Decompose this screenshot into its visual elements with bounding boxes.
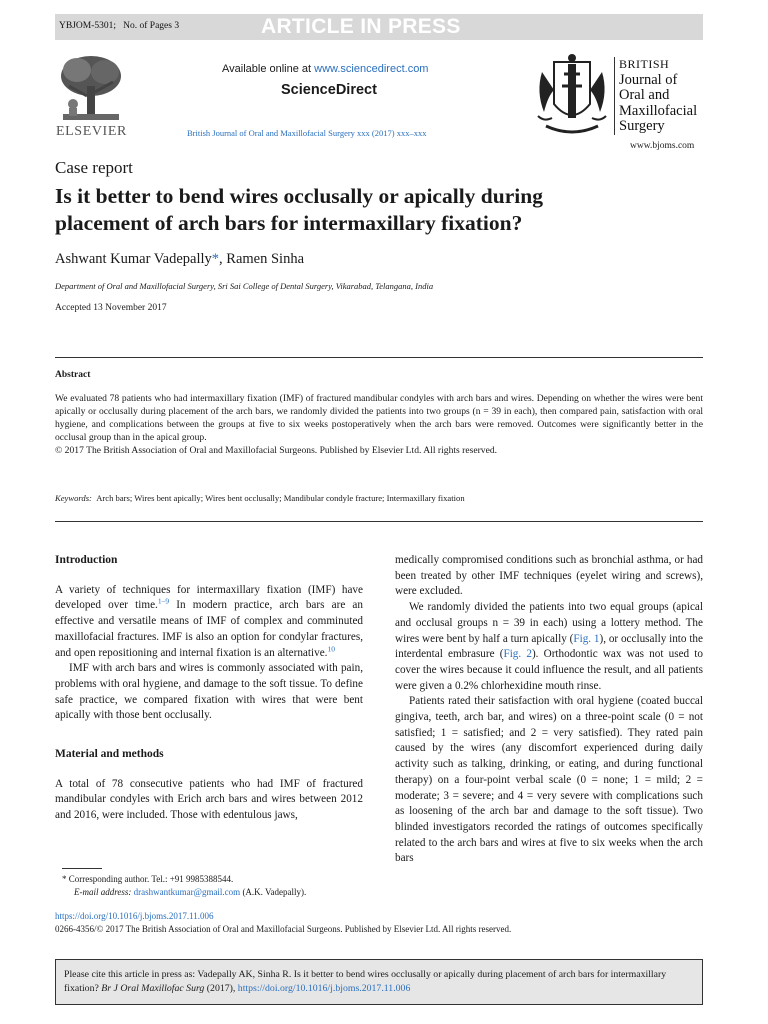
elsevier-wordmark: ELSEVIER <box>56 124 127 139</box>
article-type: Case report <box>55 158 133 177</box>
cite-doi-link[interactable]: https://doi.org/10.1016/j.bjoms.2017.11.006 <box>237 983 411 994</box>
sciencedirect-logo: ScienceDirect <box>281 82 377 98</box>
abstract-copyright: © 2017 The British Association of Oral and Maxillofacial Surgeons. Published by Elsevier Ltd. All rights reserved. <box>55 445 498 456</box>
journal-name-line: Journal of <box>619 71 678 88</box>
keywords <box>55 493 465 503</box>
doc-id: YBJOM-5301; No. of Pages 3 <box>59 21 180 31</box>
paragraph: IMF with arch bars and wires is commonly associated with pain, problems with oral hygiene, and damage to the soft tissue. To define safe practice, we compared fixation with wires that were bent apically with those bent occlusally. <box>55 662 363 722</box>
paragraph: A total of 78 consecutive patients who had IMF of fractured mandibular condyles with Erich arch bars and wires between 2012 and 2016, were included. Those with edentulous jaws, <box>55 777 363 822</box>
section-heading: Introduction <box>55 554 118 566</box>
author-footnote-mark[interactable]: * <box>211 251 220 267</box>
doi-link[interactable]: https://doi.org/10.1016/j.bjoms.2017.11.006 <box>55 911 214 921</box>
article-in-press-banner: ARTICLE IN PRESS <box>261 15 461 38</box>
cite-box: Please cite this article in press as: Vadepally AK, Sinha R. Is it better to bend wires occlusally or apically during placement of arch bars for intermaxillary fixation? Br J Oral Maxillofac Surg (2017), https://doi.org/10.1016/j.bjoms.2017.11.006 <box>55 959 703 1005</box>
section-heading: Material and methods <box>55 748 164 761</box>
journal-citation-line: British Journal of Oral and Maxillofacial Surgery xxx (2017) xxx–xxx <box>187 128 427 138</box>
title-line: placement of arch bars for intermaxillary fixation? <box>55 211 523 235</box>
journal-url[interactable]: www.bjoms.com <box>630 141 695 151</box>
footnote-divider <box>62 868 102 869</box>
title-line: Is it better to bend wires occlusally or apically during <box>55 184 543 208</box>
divider <box>55 521 703 522</box>
left-column <box>55 553 363 824</box>
divider <box>55 357 703 358</box>
bjoms-crest-logo <box>534 52 610 140</box>
footnote <box>62 873 306 898</box>
right-column <box>395 553 703 867</box>
keywords-list: Arch bars; Wires bent apically; Wires bent occlusally; Mandibular condyle fracture; Intermaxillary fixation <box>96 493 465 503</box>
paragraph: medically compromised conditions such as bronchial asthma, or had been treated by other IMF techniques (eyelet wiring and screws), were excluded. <box>395 554 703 598</box>
accepted-date: Accepted 13 November 2017 <box>55 303 167 313</box>
corresponding-author: * Corresponding author. Tel.: +91 9985388544. <box>62 874 234 884</box>
journal-name-block <box>614 57 697 135</box>
author-name: Ashwant Kumar Vadepally <box>55 251 212 267</box>
abstract-text: We evaluated 78 patients who had intermaxillary fixation (IMF) of fractured mandibular condyles with arch bars and wires. Depending on whether the wires were bent apically or occlusally during placement of the arch bars, we randomly divided the patients into two groups (n = 39 in each), then compared pain, satisfaction with oral hygiene, and complications between the groups at five to six weeks postoperatively when the arch bars were removed. Outcomes were significantly better in the occlusal group than in the apical group. <box>55 393 703 443</box>
reference-link[interactable]: 1–9 <box>157 596 170 606</box>
affiliation: Department of Oral and Maxillofacial Surgery, Sri Sai College of Dental Surgery, Vikarabad, Telangana, India <box>55 281 434 291</box>
paragraph: We randomly divided the patients into two equal groups (apical and occlusal groups n = 39 in each) using a lottery method. The wires were bent by half a turn apically (Fig. 1), or occlusally into the interdental embrasure (Fig. 2). Orthodontic wax was not used to cover the wires because it could influence the result, and all patients were given a 0.2% chlorhexidine mouth rinse. <box>395 601 703 692</box>
journal-name-line: Oral and <box>619 87 670 103</box>
paragraph: A variety of techniques for intermaxillary fixation (IMF) have developed over time.$^{1-9}$ In modern practice, arch bars are an effective and versatile means of IMF of complex and comminuted maxillofacial fractures. IMF is also an option for condylar fractures, and open repositioning and internal fixation is an alternative.$^{10}$ <box>55 583 363 659</box>
article-title <box>55 183 695 237</box>
abstract-heading: Abstract <box>55 370 91 380</box>
sciencedirect-link[interactable]: www.sciencedirect.com <box>314 63 429 75</box>
journal-name-line: Surgery <box>619 118 665 134</box>
journal-name-line: Maxillofacial <box>619 102 698 119</box>
elsevier-tree-logo <box>55 52 125 124</box>
cite-journal: Br J Oral Maxillofac Surg <box>101 983 205 994</box>
paragraph: Patients rated their satisfaction with oral hygiene (coated buccal gingiva, teeth, arch bar, and wires) on a three-point scale (0 = not satisfied; 1 = satisfied; and 2 = very satisfied). They rated pain caused by the wires (any discomfort experienced during daily activity such as talking, drinking, or eating, and during functional therapy) on a four-point verbal scale (0 = none; 1 = mild; 2 = moderate; 3 = severe; and 4 = very severe with complications such as loosening of the arch bar and damage to the soft tissue). Two blinded investigators recorded the ratings of outcomes specifically related to the arch bars and wires at five to six weeks when the arch bars <box>395 695 703 865</box>
figure-link[interactable]: Fig. 2 <box>503 648 532 661</box>
article-in-press-bar <box>55 14 703 40</box>
email-link[interactable]: drashwantkumar@gmail.com <box>133 886 241 897</box>
figure-link[interactable]: Fig. 1 <box>573 632 600 645</box>
issn-copyright: 0266-4356/© 2017 The British Association of Oral and Maxillofacial Surgeons. Published by Elsevier Ltd. All rights reserved. <box>55 924 512 934</box>
keywords-label: Keywords: <box>55 493 92 503</box>
authors: Ashwant Kumar Vadepally*, Ramen Sinha <box>55 251 305 267</box>
available-online: Available online at www.sciencedirect.com <box>222 63 429 75</box>
reference-link[interactable]: 10 <box>327 643 335 653</box>
abstract-body <box>55 392 703 457</box>
email-line: E-mail address: drashwantkumar@gmail.com (A.K. Vadepally). <box>74 886 307 897</box>
author-name: Ramen Sinha <box>226 251 305 267</box>
journal-name-line: BRITISH <box>619 57 670 71</box>
